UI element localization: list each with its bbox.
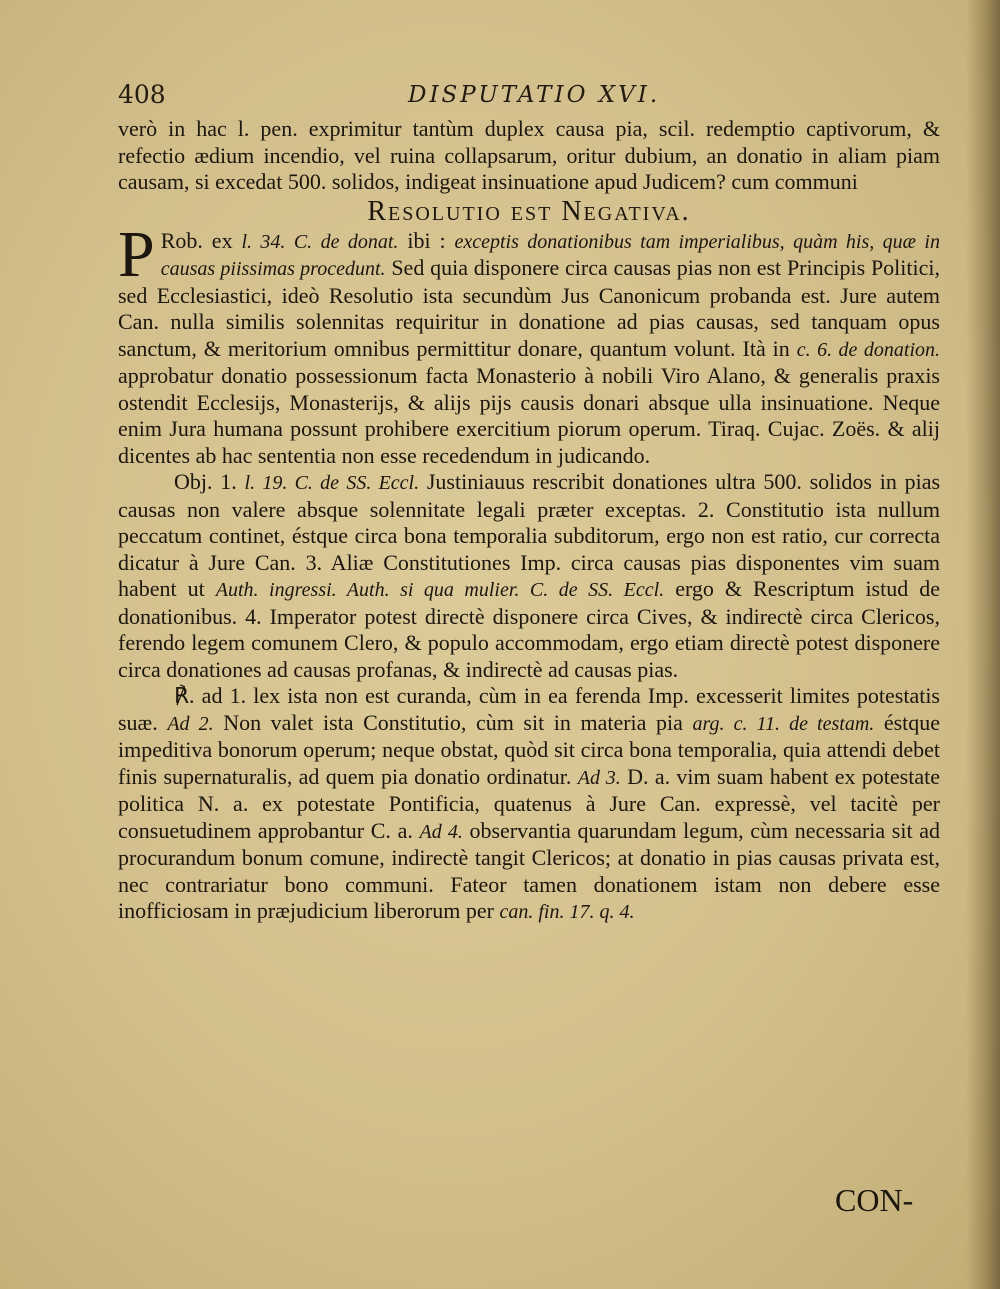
- text-run: éstque impeditiva bonorum operum; neque obstat, quòd sit circa bona temporalia, quia attendi debet finis supernaturalis, ad quem pia donatio ordinatur.: [118, 709, 941, 789]
- responses-paragraph: [118, 683, 940, 926]
- text-run: ergo & Rescriptum istud de donationibus. 4. Imperator potest directè disponere circa Cives, & indirectè circa Clericos, ferendo legem comunem Clero, & populo accommodam, ergo etiam directè potest disponere circa donationes ad causas profanas, & indirectè ad causas pias.: [118, 576, 941, 682]
- text-run: Rob. ex: [160, 227, 233, 253]
- citation: exceptis donationibus tam imperialibus, quàm his, quæ in causas piissimas procedunt.: [160, 230, 940, 280]
- citation: Ad 3.: [577, 766, 621, 789]
- drop-cap: P: [118, 217, 155, 291]
- citation: c. 6. de donation.: [796, 338, 941, 361]
- text-run: approbatur donatio possessionum facta Monasterio à nobili Viro Alano, & generalis praxis ostendit Ecclesijs, Monasterijs, & alijs pijs causis donari absque ulla insinuatione. Neque enim Jura humana possunt prohibere exercitium piorum operum. Tiraq. Cujac. Zoës. & alij dicentes ab hac sententia non esse recedendum in judicando.: [118, 363, 940, 468]
- objections-paragraph: [118, 469, 940, 683]
- citation: arg. c. 11. de testam.: [692, 712, 875, 735]
- text-run: Justiniauus rescribit donationes ultra 500. solidos in pias causas non valere absque solennitate legali præter exceptas. 2. Constitutio ista nullum peccatum continet, éstque circa bona temporalia subditorum, ergo non est ratio, cur correcta dicatur à Jure Can. 3. Aliæ Constitutiones Imp. circa causas pias disponentes vim suam habent ut: [118, 469, 941, 601]
- citation: Auth. ingressi. Auth. si qua mulier. C. de SS. Eccl.: [215, 579, 665, 601]
- page-edge-shadow: [966, 0, 1000, 1289]
- citation: l. 34. C. de donat.: [241, 230, 399, 253]
- page-number: 408: [118, 80, 166, 109]
- text-run: ibi :: [407, 227, 446, 253]
- citation: can. fin. 17. q. 4.: [499, 901, 635, 923]
- text-run: Sed quia disponere circa causas pias non est Principis Politici, sed Ecclesiastici, ideò Resolutio ista secundùm Jus Canonicum probanda est. Jure autem Can. nulla similis solennitas requiritur in donatione ad pias causas, sed tanquam opus sanctum, & meritorium omnibus permittitur donare, quantum volunt. Ità in: [118, 255, 941, 361]
- citation: Ad 4.: [419, 820, 463, 843]
- page-header: [118, 80, 678, 120]
- text-run: D. a. vim suam habent ex potestate politica N. a. ex potestate Pontificia, quatenus à Jure Can. expressè, vel tacitè per consuetudinem approbantur C. a.: [118, 763, 940, 843]
- running-title: DISPUTATIO XVI.: [408, 82, 661, 108]
- citation: Ad 2.: [167, 712, 214, 735]
- catchword: CON-: [835, 1182, 914, 1218]
- citation: l. 19. C. de SS. Eccl.: [244, 472, 420, 494]
- resolution-paragraph: [118, 217, 941, 470]
- text-run: Obj. 1.: [174, 469, 237, 494]
- text-run: Non valet ista Constitutio, cùm sit in materia pia: [223, 709, 683, 735]
- body-text: [118, 116, 940, 926]
- text-run: ℟. ad 1. lex ista non est curanda, cùm in ea ferenda Imp. excesserit limites potestatis suæ.: [118, 683, 940, 735]
- text-run: observantia quarundam legum, cùm necessaria sit ad procurandum bonum comune, indirectè tangit Clericos; at donatio in pias causas privata est, nec contrariatur bono communi. Fateor tamen donationem istam non debere esse inofficiosam in præjudicium liberorum per: [118, 817, 940, 923]
- intro-paragraph: verò in hac l. pen. exprimitur tantùm duplex causa pia, scil. redemptio captivorum, & refectio ædium incendio, vel ruina collapsarum, oritur dubium, an donatio in aliam piam causam, si excedat 500. solidos, indigeat insinuatione apud Judicem? cum communi: [118, 116, 940, 194]
- section-heading: Resolutio est Negativa.: [367, 195, 691, 227]
